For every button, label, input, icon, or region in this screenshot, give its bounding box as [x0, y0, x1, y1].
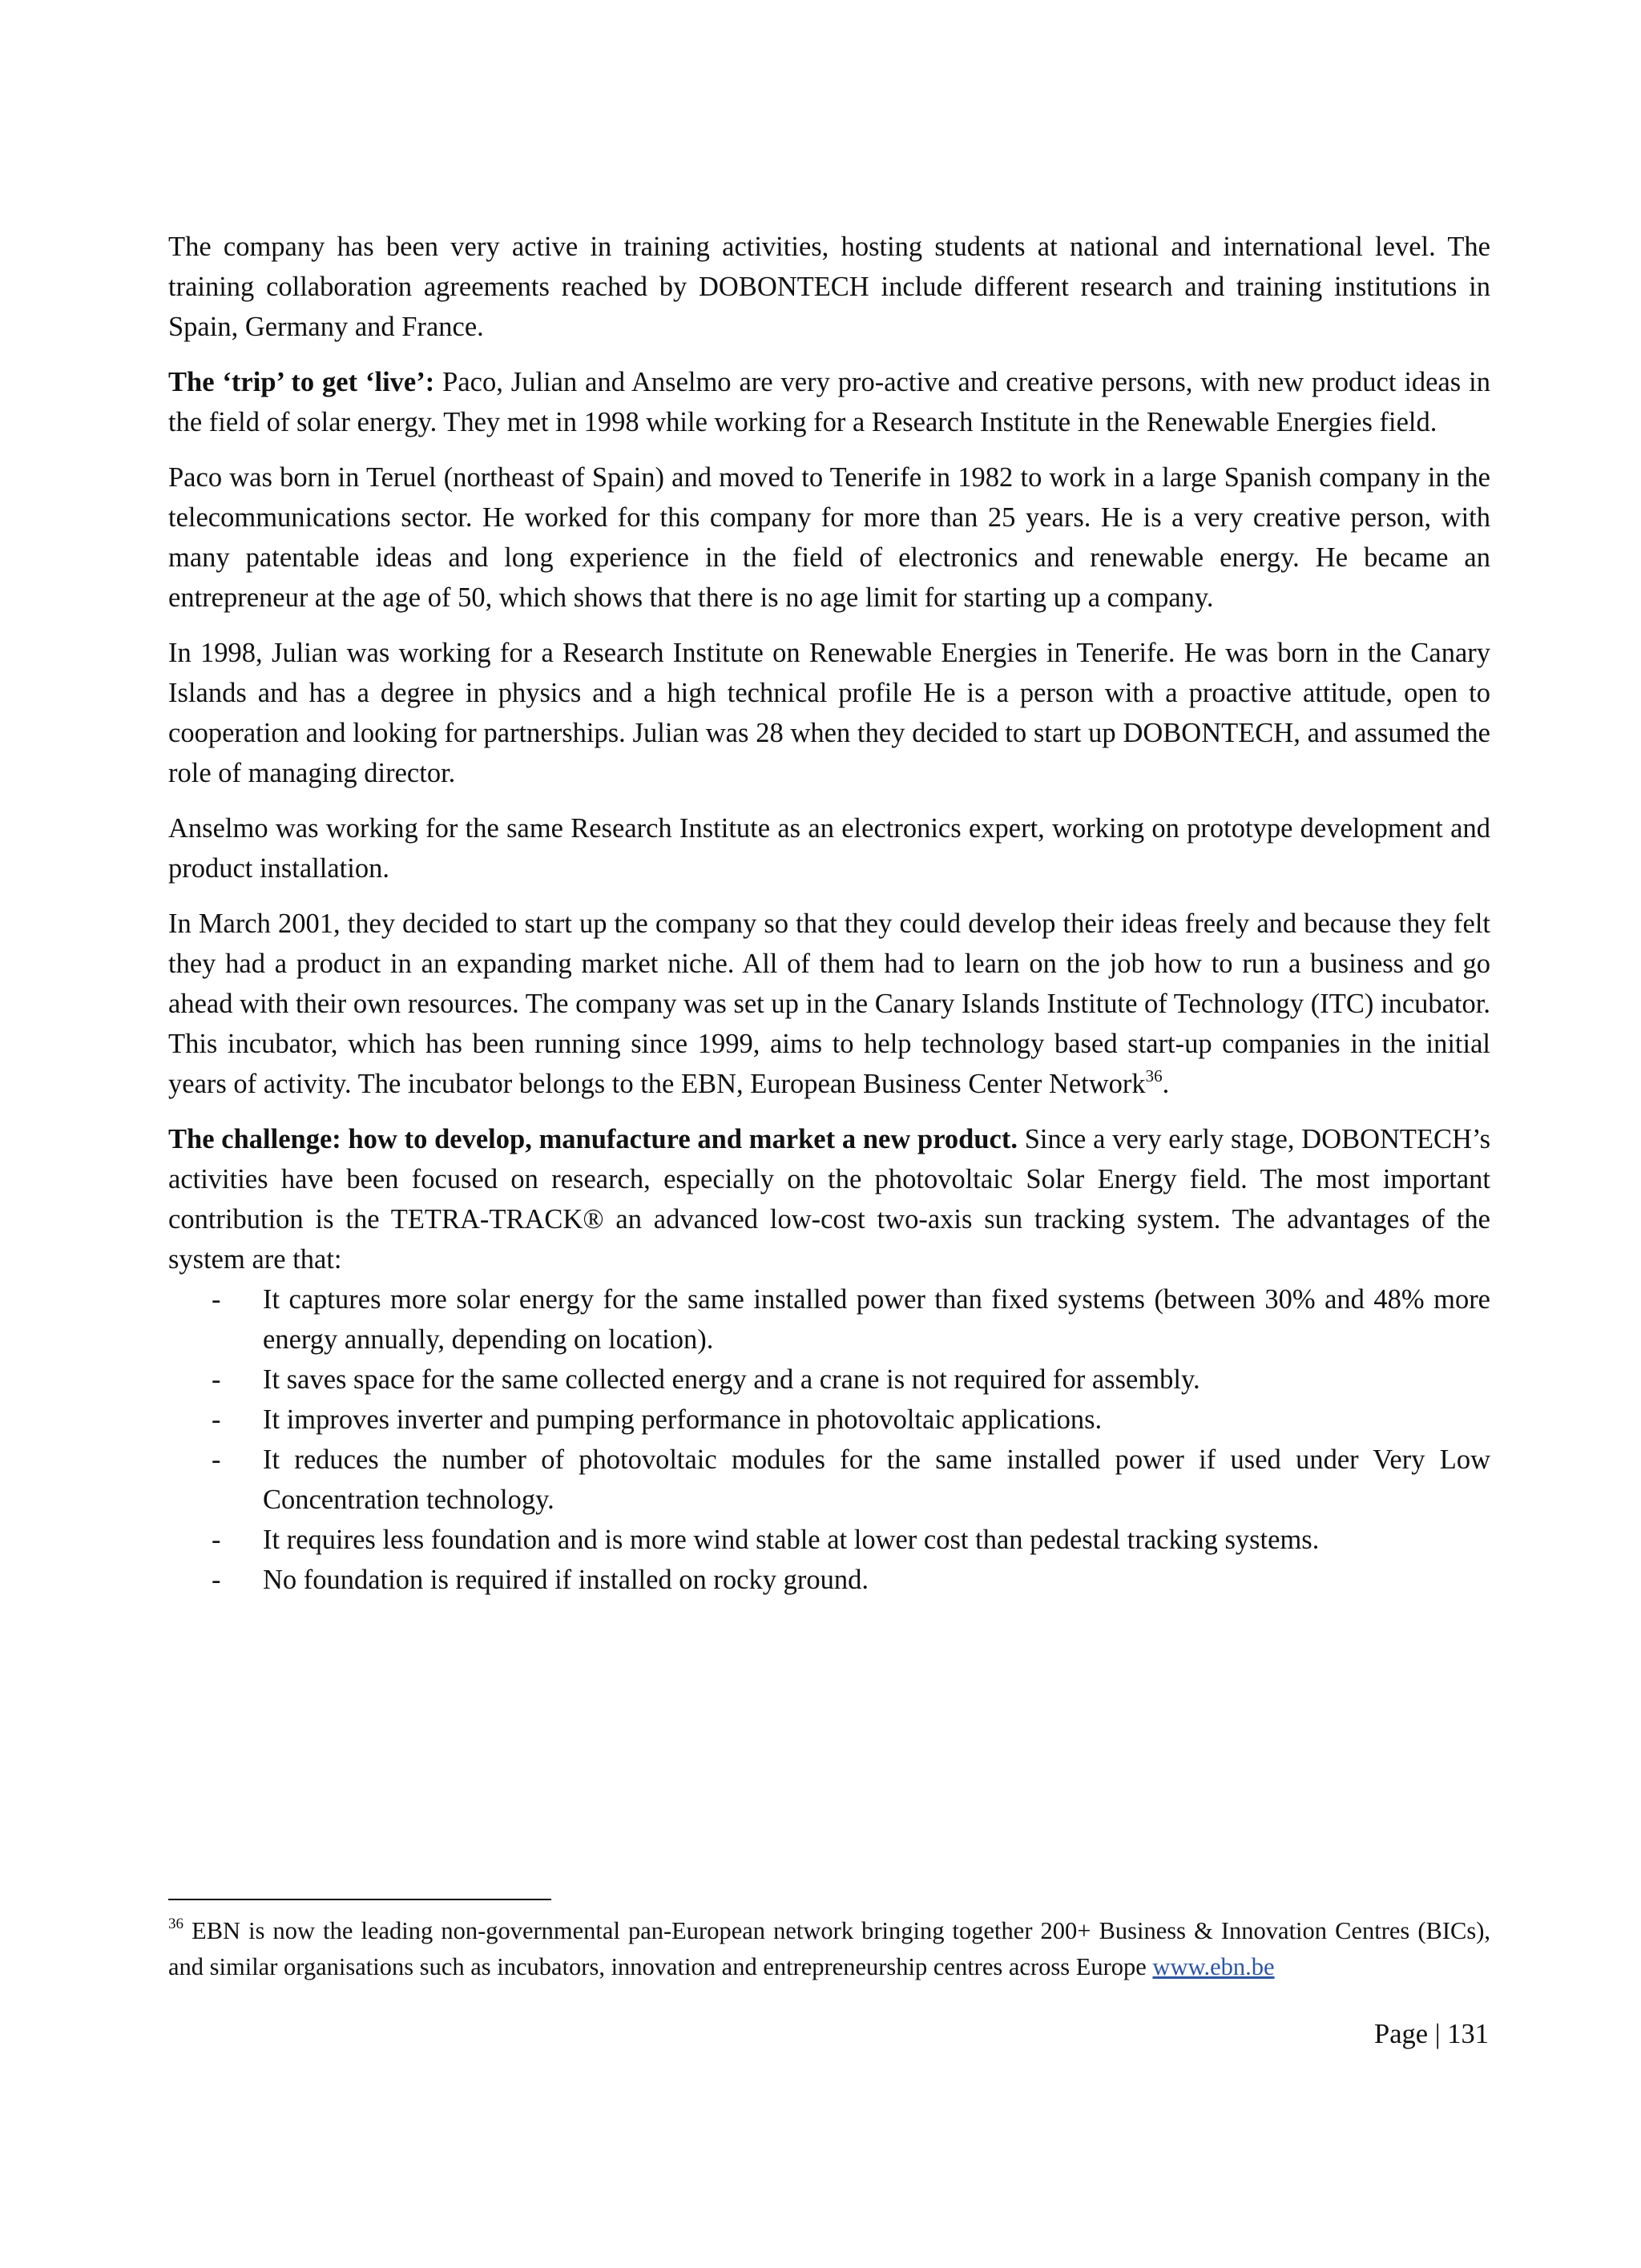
paragraph-julian: In 1998, Julian was working for a Research Institute on Renewable Energies in Tenerife. He was born in the Canary Islands and has a degree in physics and a high technical profile He is a person with a proactive attitude, open to cooperation and looking for partnerships. Julian was 28 when they decided to start up DOBONTECH, and assumed the role of managing director.	[168, 638, 1490, 788]
footnote-number: 36	[168, 1915, 183, 1932]
ebn-link[interactable]: www.ebn.be	[1152, 1953, 1275, 1980]
list-item	[168, 1520, 1490, 1560]
paragraph-trip	[168, 362, 1490, 442]
document-body	[168, 227, 1490, 1600]
list-item-text: It requires less foundation and is more wind stable at lower cost than pedestal tracking systems.	[263, 1525, 1320, 1555]
list-dash: -	[212, 1404, 221, 1435]
paragraph-paco: Paco was born in Teruel (northeast of Spain) and moved to Tenerife in 1982 to work in a large Spanish company in the telecommunications sector. He worked for this company for more than 25 years. He is a very creative person, with many patentable ideas and long experience in the field of electronics and renewable energy. He became an entrepreneur at the age of 50, which shows that there is no age limit for starting up a company.	[168, 462, 1490, 613]
footnote-reference[interactable]: 36	[1145, 1066, 1163, 1086]
list-dash: -	[212, 1364, 221, 1395]
list-item	[168, 1400, 1490, 1440]
list-item-text: It saves space for the same collected energy and a crane is not required for assembly.	[263, 1364, 1200, 1395]
paragraph-challenge-heading: The challenge: how to develop, manufacture and market a new product.	[168, 1124, 1018, 1154]
list-dash: -	[212, 1284, 221, 1315]
page-number: Page | 131	[1374, 2019, 1489, 2049]
paragraph-startup-text: In March 2001, they decided to start up the company so that they could develop their ideas freely and because they felt they had a product in an expanding market niche. All of them had to learn on the job how to run a business and go ahead with their own resources. The company was set up in the Canary Islands Institute of Technology (ITC) incubator. This incubator, which has been running since 1999, aims to help technology based start-up companies in the initial years of activity. The incubator belongs to the EBN, European Business Center Network	[168, 908, 1490, 1099]
paragraph-trip-heading: The ‘trip’ to get ‘live’:	[168, 367, 435, 397]
list-dash: -	[212, 1444, 221, 1475]
paragraph-anselmo: Anselmo was working for the same Research Institute as an electronics expert, working on prototype development and product installation.	[168, 813, 1490, 884]
paragraph-startup	[168, 904, 1490, 1104]
footnote	[168, 1913, 1490, 1985]
list-item	[168, 1279, 1490, 1360]
list-item	[168, 1440, 1490, 1520]
paragraph-trip-text: Paco, Julian and Anselmo are very pro-active and creative persons, with new product ideas in the field of solar energy. They met in 1998 while working for a Research Institute in the Renewable Energies field.	[168, 367, 1490, 437]
advantages-list	[168, 1279, 1490, 1600]
list-item-text: No foundation is required if installed on rocky ground.	[263, 1565, 869, 1595]
list-item-text: It reduces the number of photovoltaic modules for the same installed power if used under Very Low Concentration technology.	[263, 1444, 1490, 1515]
footnote-text: EBN is now the leading non-governmental pan-European network bringing together 200+ Business & Innovation Centres (BICs), and similar organisations such as incubators, innovation and entrepreneurship centres across Europe	[168, 1917, 1490, 1980]
footnote-divider	[168, 1899, 551, 1900]
paragraph-startup-end: .	[1162, 1069, 1170, 1099]
list-item	[168, 1360, 1490, 1400]
paragraph-training: The company has been very active in training activities, hosting students at national and international level. The training collaboration agreements reached by DOBONTECH include different research and training institutions in Spain, Germany and France.	[168, 232, 1490, 342]
paragraph-challenge	[168, 1119, 1490, 1279]
list-dash: -	[212, 1565, 221, 1595]
list-item-text: It improves inverter and pumping performance in photovoltaic applications.	[263, 1404, 1103, 1435]
list-dash: -	[212, 1525, 221, 1555]
list-item	[168, 1560, 1490, 1600]
list-item-text: It captures more solar energy for the same installed power than fixed systems (between 30% and 48% more energy annually, depending on location).	[263, 1284, 1490, 1355]
paragraph-challenge-text: Since a very early stage, DOBONTECH’s activities have been focused on research, especially on the photovoltaic Solar Energy field. The most important contribution is the TETRA-TRACK® an advanced low-cost two-axis sun tracking system. The advantages of the system are that:	[168, 1124, 1490, 1275]
